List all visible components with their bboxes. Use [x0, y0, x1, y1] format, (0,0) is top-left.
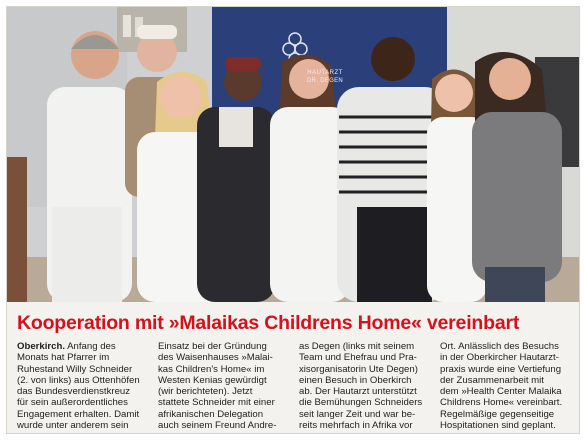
article-line: kas Children's Home« im: [158, 363, 265, 375]
article-line: einen Besuch in Oberkirch: [299, 374, 412, 386]
article-line: für sein außerordentliches: [17, 397, 128, 409]
article-line: [17, 341, 148, 352]
article-column-2: [158, 341, 289, 432]
article-line: auch seinem Freund Andre-: [158, 420, 277, 432]
sign-line-1: HAUTARZT: [307, 70, 343, 76]
article-line: dem »Health Center Malaika: [440, 386, 562, 398]
sign-line-2: DR. DEGEN: [307, 78, 344, 84]
article-line: (2. von links) aus Ottenhöfen: [17, 374, 140, 386]
article-line: das Bundesverdienstkreuz: [17, 386, 131, 398]
article-line: wurde unter anderem sein: [17, 420, 129, 432]
article-line: as Degen (links mit seinem: [299, 341, 415, 352]
article-line: die Bemühungen Schneiders: [299, 397, 423, 409]
article-line: Team und Ehefrau und Pra-: [299, 352, 417, 364]
article-line-text: Anfang des: [67, 341, 116, 352]
article-line: praxis wurde eine Vertiefung: [440, 363, 562, 375]
practice-sign-text: [307, 69, 343, 85]
article-dateline: Oberkirch.: [17, 341, 65, 352]
article-line: Ort. Anlässlich des Besuchs: [440, 341, 559, 352]
article-line: stattete Schneider mit einer: [158, 397, 275, 409]
article-column-4: [440, 341, 571, 432]
article-line: Ruhestand Willy Schneider: [17, 363, 133, 375]
article-line: Childrens Home« vereinbart.: [440, 397, 563, 409]
article-column-1: [17, 341, 148, 432]
article-line: der Zusammenarbeit mit: [440, 374, 544, 386]
article-line: Engagement erhalten. Damit: [17, 408, 140, 420]
article-line: Regelmäßige gegenseitige: [440, 408, 555, 420]
group-photo: [7, 7, 579, 302]
article-line: in der Oberkircher Hautarzt-: [440, 352, 559, 364]
article-line: (wir berichteten). Jetzt: [158, 386, 253, 398]
article-headline: Kooperation mit »Malaikas Childrens Home« vereinbart: [17, 312, 520, 334]
article-line: reits mehrfach in Afrika vor: [299, 420, 413, 432]
article-line: Westen Kenias gewürdigt: [158, 374, 267, 386]
newspaper-clipping: [7, 7, 579, 433]
article-line: afrikanischen Delegation: [158, 408, 264, 420]
article-column-3: [299, 341, 430, 432]
article-line: Hospitationen sind geplant.: [440, 420, 556, 432]
article-line: des Waisenhauses »Malai-: [158, 352, 273, 364]
article-body: [17, 341, 573, 432]
article-line: Monats hat Pfarrer im: [17, 352, 110, 364]
article-line: Einsatz bei der Gründung: [158, 341, 267, 352]
article-line: seit langer Zeit und war be-: [299, 408, 416, 420]
article-line: ab. Der Hautarzt unterstützt: [299, 386, 417, 398]
article-line: xisorganisatorin Ute Degen): [299, 363, 418, 375]
